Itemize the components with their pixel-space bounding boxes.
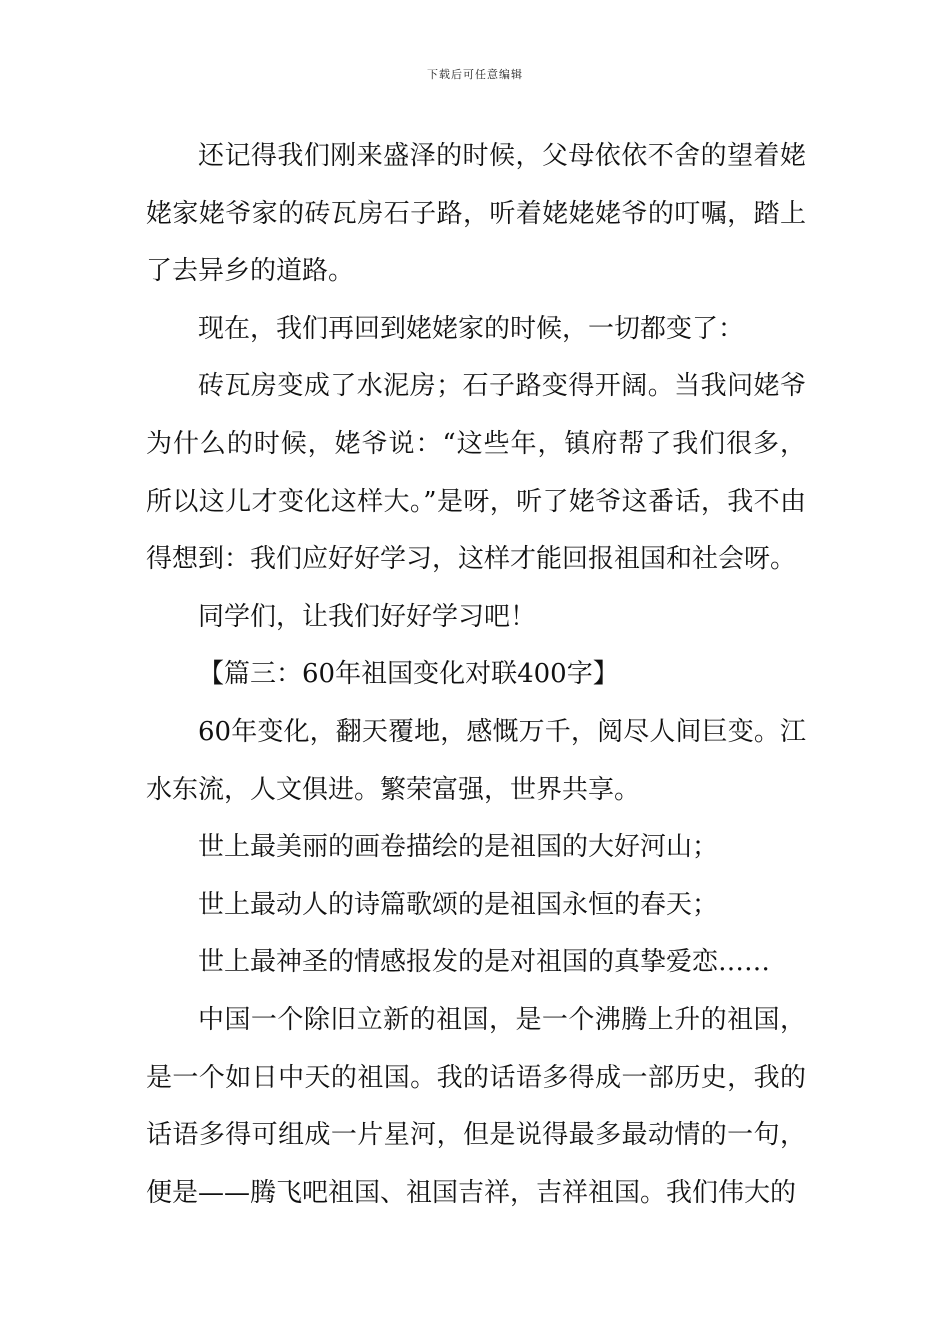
section-heading: 【篇三：60年祖国变化对联400字】: [198, 659, 619, 690]
paragraph-changes: 砖瓦房变成了水泥房；石子路变得开阔。当我问姥爷为什么的时候，姥爷说：“这些年，镇府帮了我们很多，所以这儿才变化这样大。”是呀，听了姥爷这番话，我不由得想到：我们应好好学习，这样才能回报祖国和社会呀。: [146, 371, 806, 575]
paragraph-memory: 还记得我们刚来盛泽的时候，父母依依不舍的望着姥姥家姥爷家的砖瓦房石子路，听着姥姥姥爷的叮嘱，踏上了去异乡的道路。: [146, 141, 806, 287]
couplet-line-3: 世上最神圣的情感报发的是对祖国的真挚爱恋……: [198, 947, 771, 978]
couplet-line-1: 世上最美丽的画卷描绘的是祖国的大好河山；: [198, 832, 719, 863]
page-header-note: 下载后可任意编辑: [427, 68, 523, 81]
paragraph-60-years: 60年变化，翻天覆地，感慨万千，阅尽人间巨变。江水东流，人文俱进。繁荣富强，世界共享。: [146, 716, 806, 805]
document-body: [146, 128, 806, 1222]
couplet-line-2: 世上最动人的诗篇歌颂的是祖国永恒的春天；: [198, 889, 719, 920]
paragraph-now: 现在，我们再回到姥姥家的时候，一切都变了：: [198, 313, 745, 344]
paragraph-classmates: 同学们，让我们好好学习吧！: [198, 601, 537, 632]
paragraph-china: 中国一个除旧立新的祖国，是一个沸腾上升的祖国，是一个如日中天的祖国。我的话语多得成一部历史，我的话语多得可组成一片星河，但是说得最多最动情的一句，便是——腾飞吧祖国、祖国吉祥，吉祥祖国。我们伟大的: [146, 1004, 806, 1208]
